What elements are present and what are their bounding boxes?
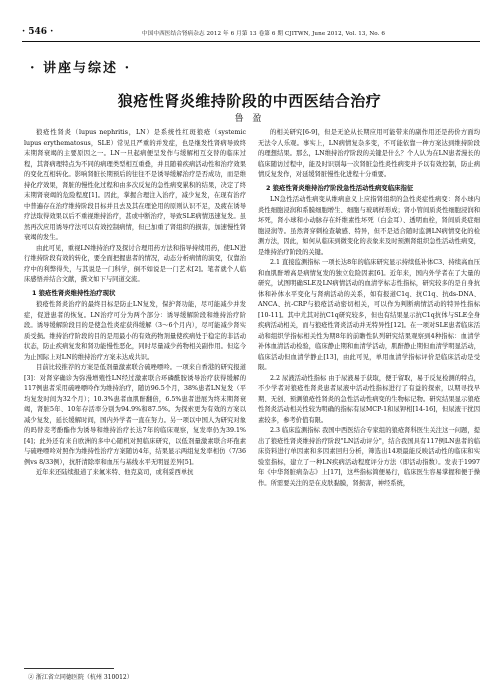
body-paragraph: 2.3 临床监测指标 我国中西医结合专家组的狼疮肾科医生关注这一问题，提出了狼疮性肾炎维持治疗阶段"LN活动评分"，结合我国具有117例LN患者的临床资料进行单因素和多因素回归分析，筛选出14项最能反映活动性的临床和实验室指标，建立了一种LN疾病活动程度评分方法（即活动指数）。发表于1997年《中华肾脏病杂志》上[17]，这些指标简便易行，临床医生容易掌握和便于操作。所需要关注的是在皮肤黏膜，肾损害，神经系统， — [258, 427, 480, 487]
author-name: 鲁 盈 — [234, 114, 265, 124]
header-rule — [22, 41, 480, 42]
section-label: · 讲座与综述 · — [30, 61, 132, 76]
section-heading: 1 狼疮性肾炎维持性治疗现状 — [32, 288, 116, 297]
author-affiliation-footnote: ② 浙江省立同德医院（杭州 310012） — [28, 674, 133, 681]
right-column — [258, 128, 480, 489]
body-paragraph: 狼疮性肾炎（lupus nephritis，LN）是系统性红斑狼疮（systemic lupus erythematosus，SLE）常见且严重的并发症，也是继发性肾病导致终末期肾衰竭的主要原因之一。LN一旦起病便呈发作与缓解相互交替的临床过程，其肾病理特点为不同的病理类型相互重叠，并且随着疾病活动性和治疗效果的变化互相转化。影响肾脏长期预后的往往不是诱导缓解治疗是否成功，而是维持化疗效果，肾脏的慢性化过程和由多次反复的急性病变累积的结果，决定了终末期肾衰竭的危险程度[1]。因此，掌握合理注入治疗，减少复发，在现有治疗中普遍存在治疗维持阶段目标并且去及其在理论用的原则认识不足，及疲在诱导疗法取得效果以后不重视维持治疗，甚或中断治疗，导致SLE病情迅速复发。虽然再次应用诱导疗法可以有效控制病情，但已加重了肾组织的损害，加速慢性肾衰竭的发生。 — [24, 129, 246, 241]
page-number: · 546 · — [22, 27, 54, 37]
body-paragraph: 狼疮性肾炎治疗的最终目标是防止LN复发，保护肾功能，尽可能减少并发症，促进患者的恢复。LN治疗可分为两个部分：诱导缓解阶段和维持治疗阶段。诱导缓解阶段目的是使急性炎症获得缓解（3～6个月内），尽可能减少肾实质受损。维持治疗阶段的目的是用最小的有效药物剂量使疾病处于稳定的非活动状态，防止疾病复发和肾功能慢性恶化，同时尽量减少药物相关副作用。但迄今为止国际上对LN的维持治疗方案未达成共识。 — [24, 301, 246, 361]
section-heading: 2 狼疮性肾炎维持治疗阶段急性活动性病变临床指征 — [266, 183, 414, 192]
footnote-rule — [24, 668, 114, 669]
body-paragraph: 的相关研究[6-9]，但是无论从长期应用可能带来的副作用还是药价方面均无法令人乐观。事实上，LN病情复杂多变，不可能依靠一种方案达到维持阶段的理想结果。那么，LN维持治疗阶段的关键是什么？个人认为在LN患者漫长的临床随访过程中，能及时识别每一次肾脏急性炎性病变并予以有效控制，防止病情反复发作，对延缓肾脏慢性化进程十分重要。 — [258, 129, 480, 178]
journal-running-title: 中国中西医结合肾病杂志 2012 年 6 月第 13 卷第 6 期 CJITWN, June 2012, Vol. 13, No. 6 — [142, 31, 386, 37]
body-paragraph: 由此可见，重视LN维持治疗及探讨合理用药方法和指导持续用药，使LN进行维持阶段有效的转化，要全面把握患者的情况，动态分析病情的演变，仅靠治疗中的利弊得失，与其说是一门科学，倒不如说是一门艺术[2]。笔者就个人临床感悟并结合文献，撰文如下与同道交流。 — [24, 244, 246, 283]
body-paragraph: 近年来还陆续报道了来氟米特、他克莫司，或利妥西单抗 — [36, 469, 194, 476]
running-header — [22, 27, 480, 37]
body-paragraph: LN急性活动性病变从维病意义上应指肾组织的急性炎症性病变：肾小球内炎性细胞浸润和系膜细胞增生、细胞与玻璃样形成；肾小管间质炎性细胞浸润和坏死，肾小球和小动脉存在纤维素性坏死（白金耳）、透明血栓，肾间质炎症细胞浸润等。虽然肾穿刺检查敏感、特异，但不是适合随时监测LN病情变化的检测方法，因此，如何从临床到微变化的表象来及时预测肾组织急性活动性病变，是维持治疗阶段的关键。 — [258, 196, 480, 256]
article-title: 狼疮性肾炎维持阶段的中西医结合治疗 — [117, 92, 382, 110]
body-paragraph: 目前比较推荐的方案是低剂量激素联合硫唑嘌呤。一项来自香港的研究报道[3]：对肾穿确诊为弥漫增殖性LN经过激素联合环磷酰胺诱导治疗获得缓解的117例患者采用硫唑嘌呤作为维持治疗，随访96.5个月，38%患者LN复发（平均复发时间为32个月）；10.3%患者血肌酐翻倍，6.5%患者进展为终末期肾衰竭，肾脏5年、10年存活率分别为94.9%和87.5%。为探索更为有效的方案以减少复发，延长缓解时间，国内外学者一直在努力。另一项以中国人为研究对象的吗替麦考酚酯作为诱导和维持治疗长达7年的临床观察，复发率仍为39.1%[4]；此外还有来自欧洲的多中心随机对照临床研究，以低剂量激素联合环孢素与硫唑嘌呤对照作为维持性治疗方案随访4年，结果显示两组复发率相仿（7/36例vs 8/33例），抗肝清除率和血压与基线水平无明显差异[5]。 — [24, 364, 246, 466]
body-paragraph: 2.2 尿液活动性指标 由于尿液易于获取，便于留取，易于反复检测的特点，不少学者对狼疮性肾炎患者尿液中活动性指标进行了有益的探索，以期寻找早期、无创、预测狼疮性肾炎的急性活动性病变的生物标记物。研究结果显示狼疮性肾炎活动相关性较为明确的指标有尿MCP-1和尿钾相[14-16]，但尿液干扰因素较多，参考价值有限。 — [258, 374, 480, 424]
left-column — [24, 128, 246, 479]
body-paragraph: 2.1 直接监测指标 一项长达8年的临床研究显示持续低补体C3、持续高血压和血肌酐增高是病情复发的独立危险因素[6]。近年来，国内外学者在了大量的研究，试图明确SLE及LN病情活动的血清学标志性指标，研究较多的是自身抗体和补体水平变化与肾病活动的关系，如有报道C1q、抗C1q、抗ds-DNA、ANCA、抗-CRP与狼疮活动密切相关，可以作为判断病情活动的特异性指标[10-11]。其中尤其对抗C1q研究较多，但也有结果显示抗C1q抗体与SLE全身疾病活动相关，而与狼疮性肾炎活动并无特异性[12]。在一项对SLE患者临床活动和组织学指标相关性为期8年的前瞻性队列研究结果观察到4种指标：血清学补体血清活动检验，临床静止期和血清学活动，肌酐静止期但血清学明显活动，临床活动但血清学静止[13]，由此可见，单用血清学指标评价是临床活动是受限。 — [258, 259, 480, 371]
